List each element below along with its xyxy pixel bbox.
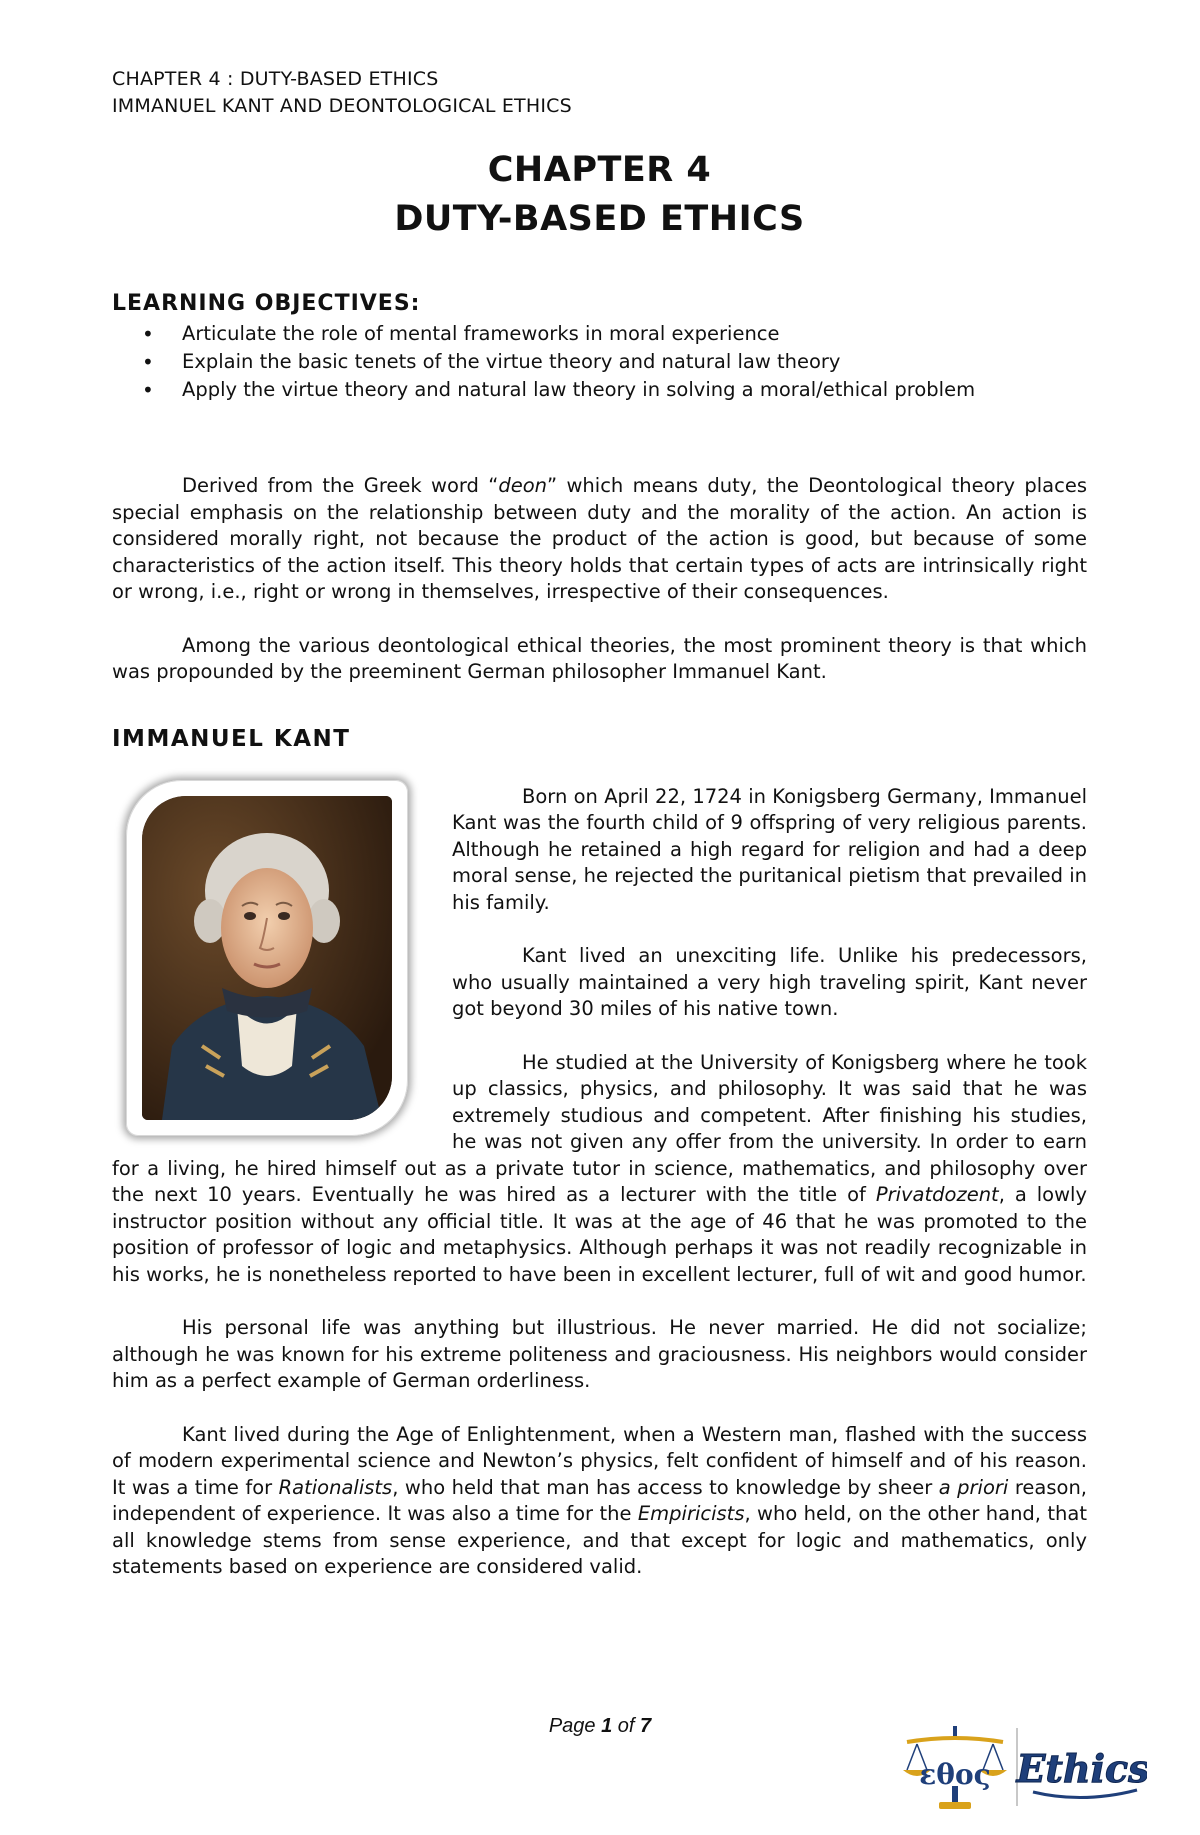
intro-paragraph-1 <box>112 473 1087 606</box>
kant-paragraph-4: His personal life was anything but illustrious. He never married. He did not socialize; although he was known for his extreme politeness and graciousness. His neighbors would consider him as a perfect example of German orderliness. <box>112 1316 1087 1392</box>
header-line-1: CHAPTER 4 : DUTY-BASED ETHICS <box>112 68 439 90</box>
objective-item: • Explain the basic tenets of the virtue theory and natural law theory <box>182 348 1087 376</box>
chapter-title <box>112 146 1087 244</box>
running-header <box>112 66 1087 120</box>
portrait-image <box>142 796 392 1120</box>
title-line-2: DUTY-BASED ETHICS <box>394 199 805 239</box>
intro-paragraph-2: Among the various deontological ethical theories, the most prominent theory is that which was propounded by the preeminent German philosopher Immanuel Kant. <box>112 633 1087 683</box>
term-rationalists: Rationalists <box>278 1475 393 1499</box>
kant-text: reason, independent of experience. It was also a time for the <box>112 1475 1088 1525</box>
kant-paragraph-1: Born on April 22, 1724 in Konigsberg Germany, Immanuel Kant was the fourth child of 9 offspring of very religious parents. Although he retained a high regard for religion and had a deep moral sense, he rejected the puritanical pietism that prevailed in his family. <box>452 784 1087 914</box>
kant-text: Kant lived during the Age of Enlightenment, when a Western man, flashed with the success of modern experimental science and Newton’s physics, felt confident of himself and of his reason. It was a time for <box>112 1422 1087 1499</box>
term-empiricists: Empiricists <box>637 1502 745 1525</box>
section-heading-kant: IMMANUEL KANT <box>112 725 351 752</box>
kant-portrait <box>126 780 408 1136</box>
kant-text: He studied at the University of Konigsberg where he took up classics, physics, and philosophy. It was said that he was extremely studious and competent. After finishing his studies, he was not given any offer from the university. In order to earn for a living, he hired himself out as a private tutor in science, mathematics, and philosophy over the next 10 years. Eventually he was hired as a lecturer with the title of <box>112 1050 1087 1206</box>
objective-item: • Apply the virtue theory and natural law theory in solving a moral/ethical problem <box>182 376 1087 404</box>
kant-biography <box>112 784 1087 1581</box>
of-word: of <box>612 1715 641 1737</box>
kant-paragraph-2: Kant lived an unexciting life. Unlike his predecessors, who usually maintained a very high traveling spirit, Kant never got beyond 30 miles of his native town. <box>452 944 1087 1020</box>
page-number: 1 <box>601 1715 613 1737</box>
portrait-of-immanuel-kant <box>142 796 392 1120</box>
intro-text: ” which means duty, the Deontological theory places special emphasis on the relationship between duty and the morality of the action. An action is considered morally right, not because the product of the action is good, but because of some characteristics of the action itself. This theory holds that certain types of acts are intrinsically right or wrong, i.e., right or wrong in themselves, irrespective of their consequences. <box>112 474 1087 603</box>
kant-text: , who held that man has access to knowledge by sheer <box>392 1475 939 1499</box>
kant-text: , who held, on the other hand, that all knowledge stems from sense experience, and that except for logic and mathematics, only statements based on experience are considered valid. <box>112 1502 1087 1578</box>
scales-logo-icon <box>893 1720 1147 1815</box>
page-total: 7 <box>640 1715 652 1737</box>
page-word: Page <box>548 1715 602 1737</box>
ethos-ethics-logo <box>893 1720 1147 1815</box>
kant-text: , a lowly instructor position without any official title. It was at the age of 46 that he was promoted to the position of professor of logic and metaphysics. Although perhaps it was not readily recognizable in his works, he is nonetheless reported to have been in excellent lecturer, full of wit and good humor. <box>112 1183 1087 1286</box>
document-page <box>112 66 1087 1581</box>
logo-ethics-word: Ethics <box>1016 1746 1147 1791</box>
kant-paragraph-5 <box>112 1422 1087 1581</box>
header-line-2: IMMANUEL KANT AND DEONTOLOGICAL ETHICS <box>112 95 572 117</box>
title-line-1: CHAPTER 4 <box>487 150 712 190</box>
objective-item: • Articulate the role of mental frameworks in moral experience <box>182 320 1087 348</box>
learning-objectives-list <box>112 320 1087 404</box>
term-privatdozent: Privatdozent <box>875 1183 999 1206</box>
intro-text: Derived from the Greek word “ <box>182 474 499 497</box>
learning-objectives-heading: LEARNING OBJECTIVES: <box>112 291 421 316</box>
logo-greek-text: εθος <box>919 1758 991 1791</box>
term-deon: deon <box>498 474 548 497</box>
term-a-priori: a priori <box>938 1475 1009 1499</box>
